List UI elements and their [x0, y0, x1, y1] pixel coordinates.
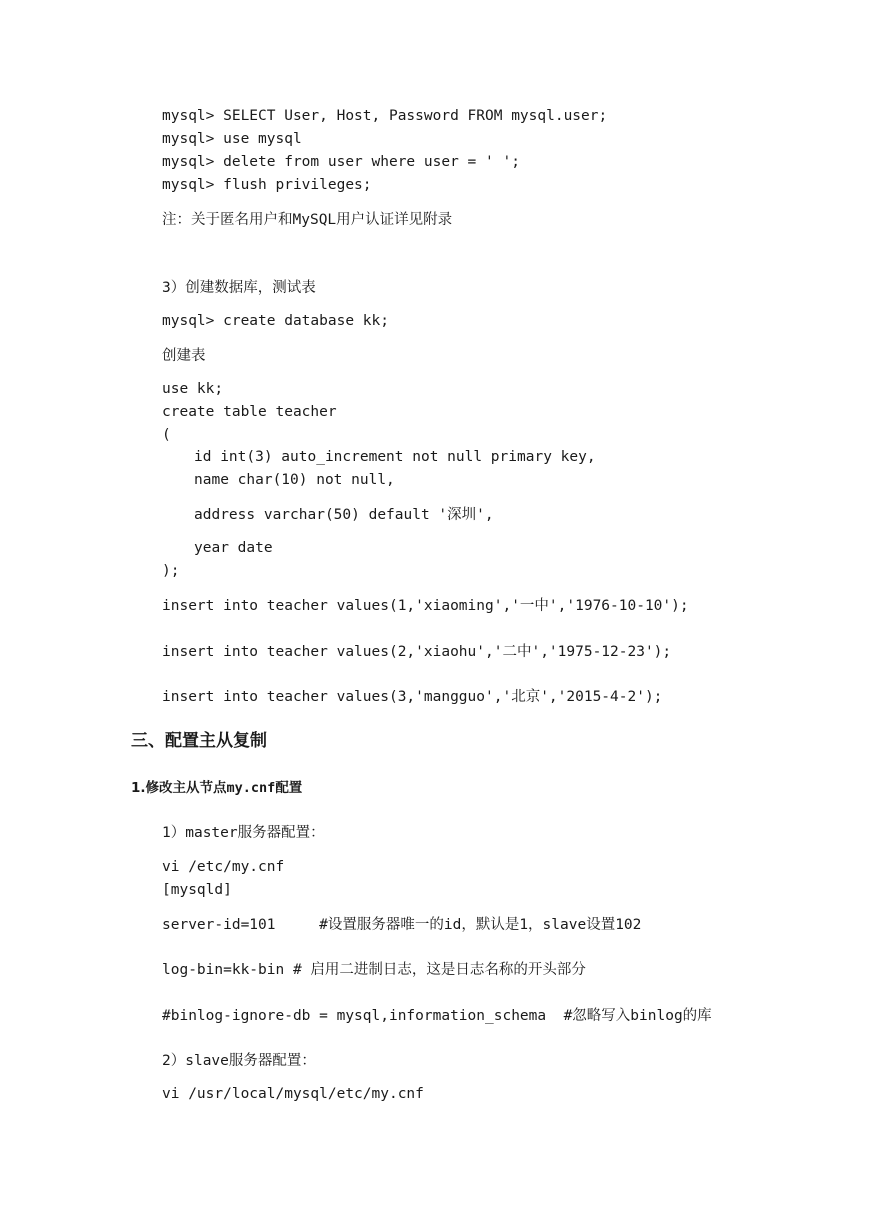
code-line: address varchar(50) default '深圳',: [194, 507, 494, 523]
code-line: insert into teacher values(2,'xiaohu','二中','1975-12-23');: [162, 644, 672, 660]
code-line: mysql> SELECT User, Host, Password FROM mysql.user;: [162, 108, 608, 124]
code-line: mysql> delete from user where user = ' ';: [162, 154, 520, 170]
step-heading: 1）master服务器配置：: [162, 825, 325, 841]
code-line: mysql> create database kk;: [162, 313, 389, 329]
code-line: name char(10) not null,: [194, 472, 395, 488]
code-line: log-bin=kk-bin # 启用二进制日志，这是日志名称的开头部分: [162, 962, 586, 978]
paragraph-text: 创建表: [162, 348, 206, 364]
subsection-title: 1.修改主从节点my.cnf配置: [131, 780, 303, 796]
code-line: [mysqld]: [162, 882, 232, 898]
code-line: server-id=101 #设置服务器唯一的id，默认是1，slave设置102: [162, 917, 642, 933]
code-line: (: [162, 427, 171, 443]
code-line: year date: [194, 540, 273, 556]
step-heading: 2）slave服务器配置：: [162, 1053, 316, 1069]
code-line: create table teacher: [162, 404, 337, 420]
code-line: use kk;: [162, 381, 224, 397]
code-line: #binlog-ignore-db = mysql,information_schema #忽略写入binlog的库: [162, 1008, 712, 1024]
code-line: );: [162, 563, 180, 579]
code-line: vi /etc/my.cnf: [162, 859, 285, 875]
code-line: mysql> flush privileges;: [162, 177, 372, 193]
code-line: insert into teacher values(3,'mangguo','北京','2015-4-2');: [162, 689, 663, 705]
code-line: mysql> use mysql: [162, 131, 302, 147]
code-line: vi /usr/local/mysql/etc/my.cnf: [162, 1086, 424, 1102]
code-line: insert into teacher values(1,'xiaoming','一中','1976-10-10');: [162, 598, 689, 614]
section-title: 三、配置主从复制: [131, 731, 267, 751]
step-heading: 3）创建数据库，测试表: [162, 280, 316, 296]
note-text: 注：关于匿名用户和MySQL用户认证详见附录: [162, 212, 453, 228]
code-line: id int(3) auto_increment not null primary key,: [194, 449, 596, 465]
